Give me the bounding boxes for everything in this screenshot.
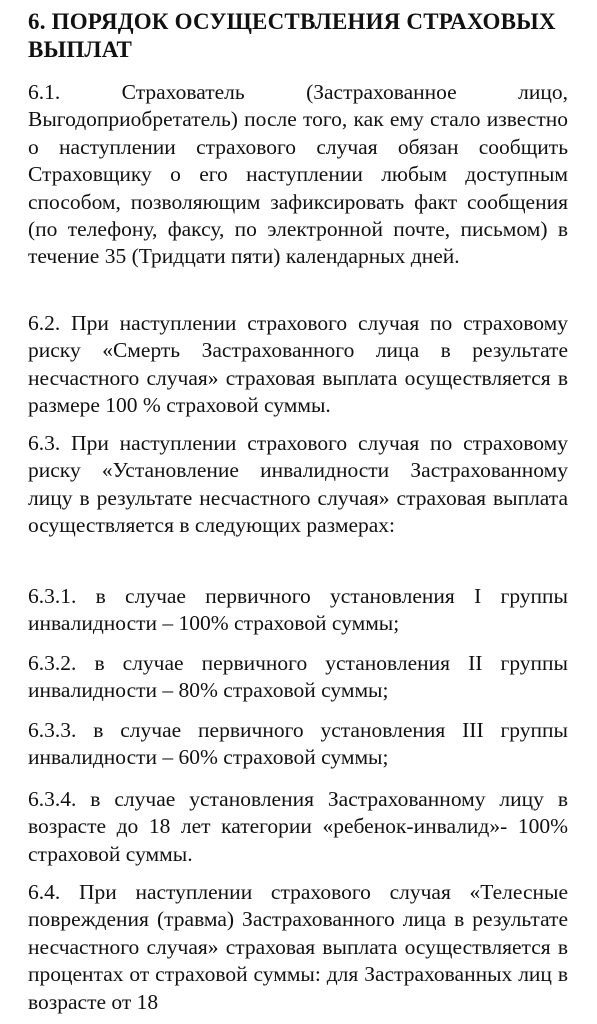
paragraph-6-3: 6.3. При наступлении страхового случая по страховому риску «Установление инвалидности Застрахованному лицу в результате несчастного случая» страховая выплата осуществляется в следующих размерах: — [28, 431, 568, 538]
paragraph-6-3-3: 6.3.3. в случае первичного установления III группы инвалидности – 60% страховой суммы; — [28, 718, 568, 770]
paragraph-6-1: 6.1. Страхователь (Застрахованное лицо, Выгодоприобретатель) после того, как ему стало известно о наступлении страхового случая обязан сообщить Страховщику о его наступлении любым доступным способом, позволяющим зафиксировать факт сообщения (по телефону, факсу, по электронной почте, письмом) в течение 35 (Тридцати пяти) календарных дней. — [28, 80, 568, 269]
paragraph-6-3-2: 6.3.2. в случае первичного установления II группы инвалидности – 80% страховой суммы; — [28, 651, 568, 703]
paragraph-6-3-1: 6.3.1. в случае первичного установления I группы инвалидности – 100% страховой суммы; — [28, 584, 568, 636]
section-heading: 6. ПОРЯДОК ОСУЩЕСТВЛЕНИЯ СТРАХОВЫХ ВЫПЛАТ — [28, 9, 556, 62]
paragraph-6-4: 6.4. При наступлении страхового случая «Телесные повреждения (травма) Застрахованного лица в результате несчастного случая» страховая выплата осуществляется в процентах от страховой суммы: для Застрахованных лиц в возрасте от 18 — [28, 880, 568, 1014]
paragraph-6-3-4: 6.3.4. в случае установления Застрахованному лицу в возрасте до 18 лет категории «ребенок-инвалид»- 100% страховой суммы. — [28, 787, 568, 866]
paragraph-6-2: 6.2. При наступлении страхового случая по страховому риску «Смерть Застрахованного лица в результате несчастного случая» страховая выплата осуществляется в размере 100 % страховой суммы. — [28, 311, 568, 418]
